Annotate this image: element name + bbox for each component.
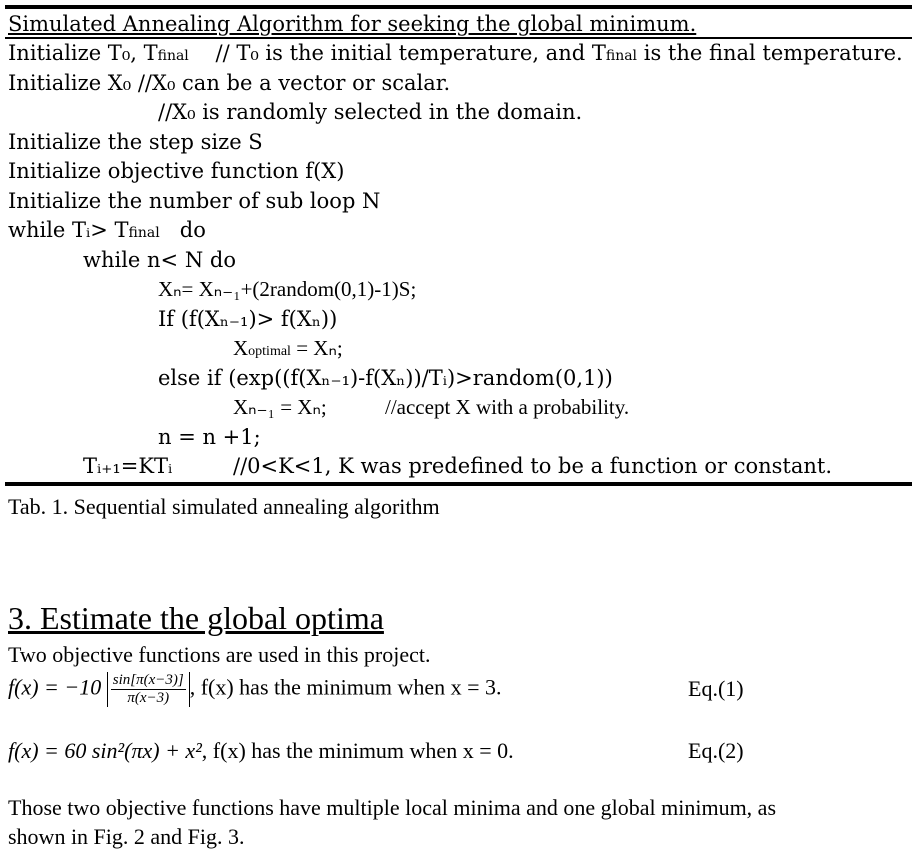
- algo-line-else-if: else if (exp((f(Xₙ₋₁)-f(Xₙ))/Tᵢ)>random(0,1)): [158, 365, 613, 390]
- algo-line-objective: Initialize objective function f(X): [8, 159, 345, 183]
- algo-line-increment: n = n +1;: [158, 424, 261, 449]
- algorithm-title: Simulated Annealing Algorithm for seeking the global minimum.: [8, 12, 697, 36]
- section-heading: 3. Estimate the global optima: [8, 600, 384, 636]
- algo-line-if: If (f(Xₙ₋₁)> f(Xₙ)): [158, 306, 338, 331]
- algo-line-x-comment: //X₀ is randomly selected in the domain.: [158, 100, 583, 124]
- algo-line-init-temp: Initialize T₀, Tfinal // T₀ is the initial temperature, and Tfinal is the final temperature.: [8, 41, 903, 65]
- algo-line-optimal: Xoptimal = Xₙ;: [233, 336, 343, 360]
- conclusion-line-1: Those two objective functions have multiple local minima and one global minimum, as: [8, 795, 777, 820]
- algo-line-cooling: Tᵢ₊₁=KTᵢ //0<K<1, K was predefined to be a function or constant.: [83, 454, 833, 478]
- table-caption: Tab. 1. Sequential simulated annealing algorithm: [8, 494, 440, 519]
- fraction: $\frac{\sin[\pi(x-3)]}{\pi(x-3)}$: [112, 672, 184, 706]
- intro-paragraph: Two objective functions are used in this project.: [8, 642, 431, 667]
- absolute-value: [107, 672, 190, 707]
- algo-line-while-inner: while n< N do: [83, 247, 236, 272]
- equation-2-label: Eq.(2): [688, 738, 744, 763]
- equation-1-label: Eq.(1): [688, 676, 744, 701]
- algo-line-subloop: Initialize the number of sub loop N: [8, 188, 381, 213]
- algo-line-step-size: Initialize the step size S: [8, 129, 263, 154]
- equation-1: f(x) = −10 $\frac{\sin[\pi(x-3)]}{\pi(x-3)}$ , f(x) has the minimum when x = 3.: [8, 672, 502, 706]
- algorithm-table: [5, 5, 912, 486]
- algo-line-update: Xₙ= Xₙ₋₁+(2random(0,1)-1)S;: [158, 277, 417, 301]
- algo-line-init-x: Initialize X₀ //X₀ can be a vector or scalar.: [8, 70, 451, 95]
- algo-line-accept: Xₙ₋₁ = Xₙ; //accept X with a probability.: [233, 395, 630, 419]
- algo-line-while-outer: while Tᵢ> Tfinal do: [8, 218, 206, 242]
- table-rule-bottom: [5, 482, 912, 486]
- conclusion-line-2: shown in Fig. 2 and Fig. 3.: [8, 824, 245, 849]
- equation-2: f(x) = 60 sin²(πx) + x², f(x) has the minimum when x = 0.: [8, 738, 514, 763]
